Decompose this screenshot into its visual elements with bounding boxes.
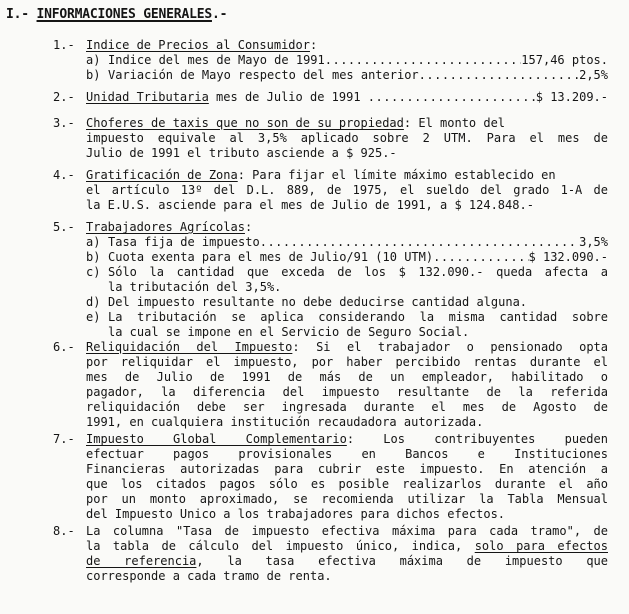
item-title: Gratificación de Zona: [86, 168, 238, 182]
item-number: 3.-: [53, 116, 75, 130]
item-title: Choferes de taxis que no son de su propiedad: [86, 116, 404, 130]
item-number: 1.-: [53, 38, 75, 52]
item-3: 3.- Choferes de taxis que no son de su propiedad: El monto del impuesto equivale al 3,5% aplicado sobre 2 UTM. Para el mes de Julio de 1991 el tributo asciende a $ 925.-: [53, 116, 608, 160]
subitem-e: e) La tributación se aplica considerando la misma cantidad sobre: [86, 310, 608, 324]
subitem-a: a) Tasa fija de impuesto ..... 3,5%: [86, 235, 608, 250]
heading-suffix: .-: [211, 7, 228, 22]
item-8: 8.- La columna "Tasa de impuesto efectiva máxima para cada tramo", de la tabla de cálculo del impuesto único, indica, solo para efectos de referencia, la tasa efectiva máxima de impuesto que corresponde a cada tramo de renta.: [53, 524, 608, 583]
item-1: 1.- Indice de Precios al Consumidor: a) Indice del mes de Mayo de 1991 ..... 157,46 ptos. b) Variación de Mayo respecto del mes anterior ..... 2,5%: [53, 38, 608, 83]
item-2: 2.- Unidad Tributaria mes de Julio de 1991 ..... $ 13.209.-: [53, 90, 608, 105]
heading-title: INFORMACIONES GENERALES: [36, 7, 212, 22]
item-title: Reliquidación del Impuesto: [86, 340, 293, 354]
subitem-a: a) Indice del mes de Mayo de 1991 ..... 157,46 ptos.: [86, 53, 608, 68]
item-number: 2.-: [53, 90, 75, 104]
item-6: 6.- Reliquidación del Impuesto: Si el trabajador o pensionado opta por reliquidar el impuesto, por haber percibido rentas durante el mes de Julio de 1991 de más de un empleador, habilitado o pagador, la diferencia del impuesto resultante de la referida reliquidación debe ser ingresada durante el mes de Agosto de 1991, en cualquiera institución recaudadora autorizada.: [53, 340, 608, 429]
item-number: 7.-: [53, 432, 75, 446]
underlined-phrase: de referencia: [86, 554, 197, 568]
item-7: 7.- Impuesto Global Complementario: Los contribuyentes pueden efectuar pagos provisionales en Bancos e Instituciones Financieras autorizadas para cubrir este impuesto. En atención a que los citados pagos sólo es posible realizarlos durante el año por un monto aproximado, se recomienda utilizar la Tabla Mensual del Impuesto Unico a los trabajadores para dichos efectos.: [53, 432, 608, 521]
item-number: 6.-: [53, 340, 75, 354]
item-title: Indice de Precios al Consumidor: [86, 38, 310, 52]
item-title: Trabajadores Agrícolas: [86, 220, 245, 234]
subitem-b: b) Cuota exenta para el mes de Julio/91 (10 UTM) ..... $ 132.090.-: [86, 250, 608, 265]
underlined-phrase: solo para efectos: [474, 539, 608, 553]
item-5: 5.- Trabajadores Agrícolas: a) Tasa fija de impuesto ..... 3,5% b) Cuota exenta para el mes de Julio/91 (10 UTM) ..... $ 132.090.- c) Sólo la cantidad que exceda de los $ 132.090.- queda afecta a la tributación del 3,5%. d) Del impuesto resultante no debe deducirse cantidad alguna. e) La tributación se aplica considerando la misma cantidad sobre la cual se impone en el Servicio de Seguro Social.: [53, 220, 608, 340]
item-number: 5.-: [53, 220, 75, 234]
heading-number: I.-: [6, 7, 29, 22]
item-4: 4.- Gratificación de Zona: Para fijar el límite máximo establecido en el artículo 13º del D.L. 889, de 1975, el sueldo del grado 1-A de la E.U.S. asciende para el mes de Julio de 1991, a $ 124.848.-: [53, 168, 608, 212]
item-number: 4.-: [53, 168, 75, 182]
item-title: Impuesto Global Complementario: [86, 432, 347, 446]
subitem-b: b) Variación de Mayo respecto del mes anterior ..... 2,5%: [86, 68, 608, 83]
item-title: Unidad Tributaria: [86, 90, 209, 104]
subitem-c: c) Sólo la cantidad que exceda de los $ 132.090.- queda afecta a: [86, 265, 608, 279]
subitem-d: d) Del impuesto resultante no debe deducirse cantidad alguna.: [86, 295, 528, 309]
item-number: 8.-: [53, 524, 75, 538]
section-heading: [6, 7, 227, 22]
